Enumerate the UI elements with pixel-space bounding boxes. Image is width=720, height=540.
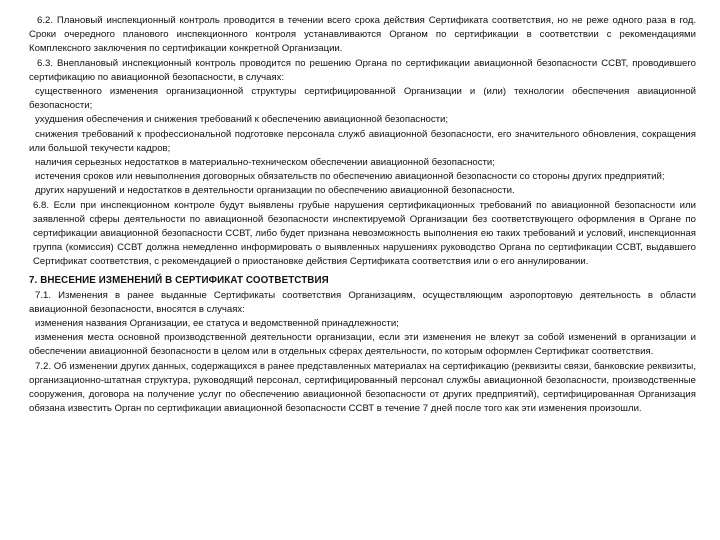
paragraph-6-2: 6.2. Плановый инспекционный контроль проводится в течении всего срока действия Сертификата соответствия, но не реже одного раза в год. Сроки очередного планового инспекционного контроля устанавливаются Органом по сертификации в соответствии с рекомендациями Комплексного заключения по сертификации конкретной Организации. [29,15,696,55]
paragraph-6-8: 6.8. Если при инспекционном контроле будут выявлены грубые нарушения сертификационных требований по авиационной безопасности или заявленной сферы деятельности по авиационной безопасности инспектируемой Организации без соответствующего оформления в Органе по сертификации авиационной безопасности ССВТ, либо будет признана невозможность выполнения ею таких требований и условий, инспекционная группа (комиссия) ССВТ должна немедленно информировать о выявленных нарушениях руководство Органа по сертификации ССВТ, выдавшего Сертификат соответствия, с рекомендацией о приостановке действия Сертификата соответствия или о его аннулировании. [33,199,696,268]
section-heading: 7. ВНЕСЕНИЕ ИЗМЕНЕНИЙ В СЕРТИФИКАТ СООТВЕТСТВИЯ [29,274,329,286]
list-item: истечения сроков или невыполнения договорных обязательств по обеспечению авиационной безопасности со стороны других предприятий; [35,171,665,183]
list-item: других нарушений и недостатков в деятельности организации по обеспечению авиационной безопасности. [35,185,515,197]
list-item: ухудшения обеспечения и снижения требований к обеспечению авиационной безопасности; [35,114,449,126]
list-item: изменения названия Организации, ее статуса и ведомственной принадлежности; [35,318,399,330]
paragraph-7-2: 7.2. Об изменении других данных, содержащихся в ранее представленных материалах на сертификацию (реквизиты связи, банковские реквизиты, организационно-штатная структура, руководящий персонал, сертифицированный персонал службы авиационной безопасности, производственные сооружения, договора на получение услуг по обеспечению авиационной безопасности от других предприятий), сертифицированная Организация обязана известить Орган по сертификации авиационной безопасности ССВТ в течение 7 дней после того как эти изменения произошли. [29,360,696,415]
list-item: изменения места основной производственной деятельности организации, если эти изменения не влекут за собой изменений в организации и обеспечении авиационной безопасности в целом или в отдельных сферах деятельности, по которым оформлен Сертификат соответствия. [29,332,696,358]
list-item: наличия серьезных недостатков в материально-техническом обеспечении авиационной безопасности; [35,157,495,169]
section-7 [29,274,696,417]
paragraph-7-1: 7.1. Изменения в ранее выданные Сертификаты соответствия Организациям, осуществляющим аэропортовую деятельность в области авиационной безопасности, вносятся в случаях: [29,289,696,315]
list-item: снижения требований к профессиональной подготовке персонала служб авиационной безопасности, его значительного обновления, сокращения или большой текучести кадров; [29,128,696,154]
paragraph-6-3: 6.3. Внеплановый инспекционный контроль проводится по решению Органа по сертификации авиационной безопасности ССВТ, проводившего сертификацию по авиационной безопасности, в случаях: [29,57,696,83]
list-item: существенного изменения организационной структуры сертифицированной Организации и (или) технологии обеспечения авиационной безопасности; [29,86,696,112]
